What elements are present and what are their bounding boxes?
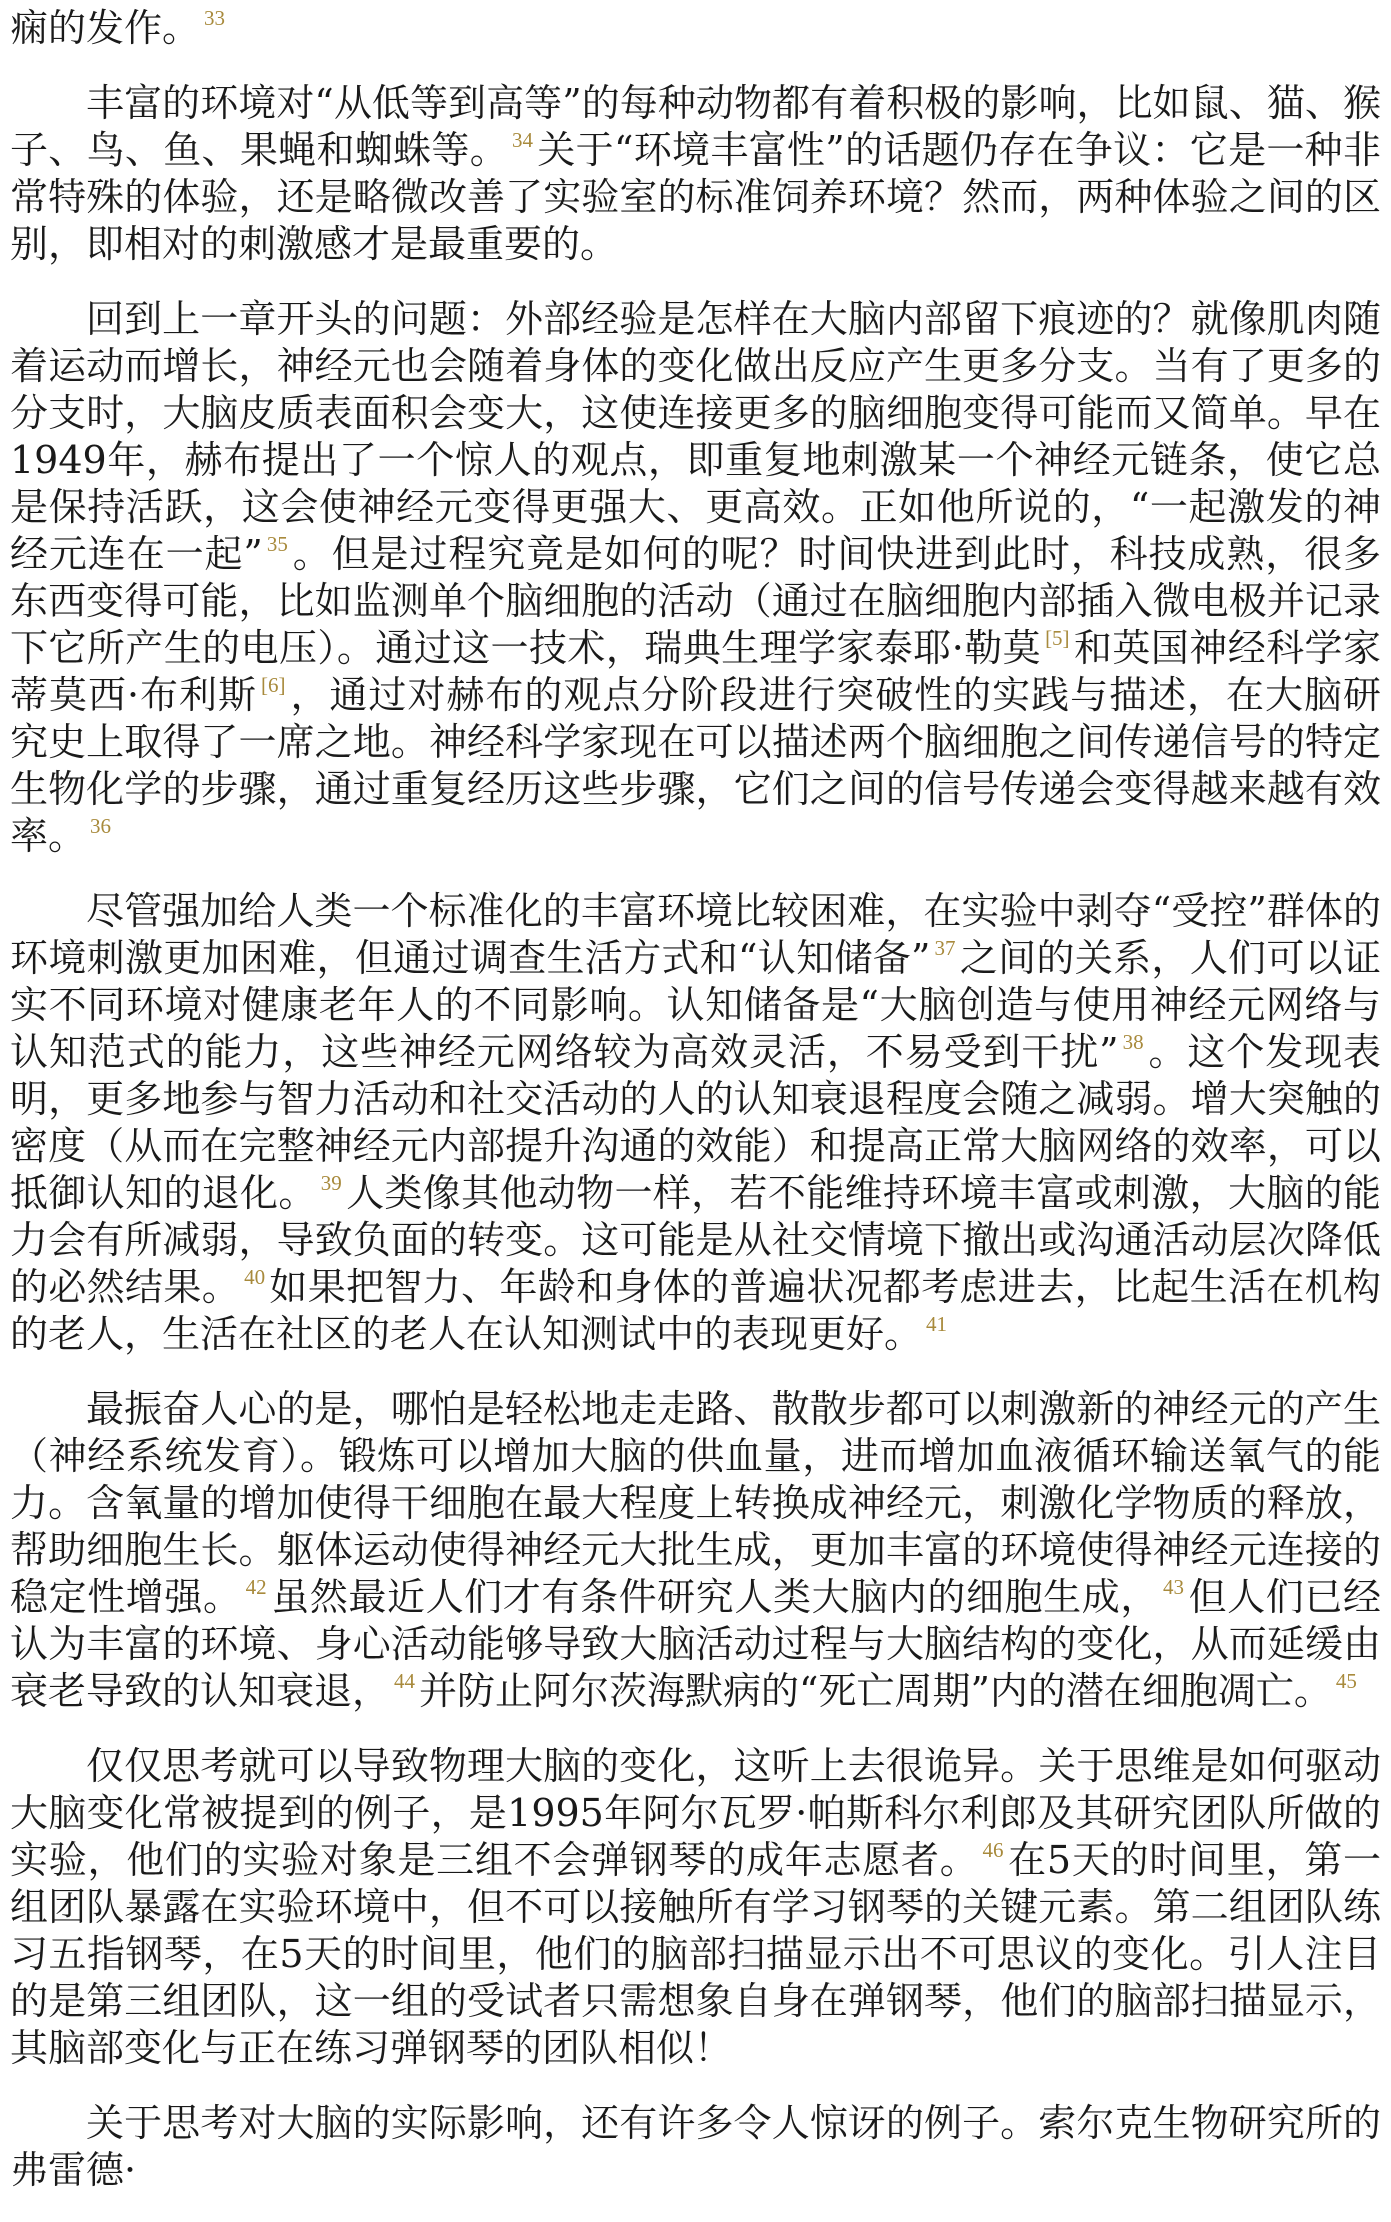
paragraph-text: 但人们已经认为丰富的环境、身心活动能够导致大脑活动过程与大脑结构的变化，从而延缓由衰老导致的认知衰退，: [10, 1575, 1381, 1713]
paragraph-text: 最振奋人心的是，哪怕是轻松地走走路、散散步都可以刺激新的神经元的产生（神经系统发育）。锻炼可以增加大脑的供血量，进而增加血液循环输送氧气的能力。含氧量的增加使得干细胞在最大程度上转换成神经元，刺激化学物质的释放，帮助细胞生长。躯体运动使得神经元大批生成，更加丰富的环境使得神经元连接的稳定性增强。: [10, 1387, 1381, 1619]
footnote-marker[interactable]: 40: [244, 1265, 266, 1289]
paragraph: [10, 888, 1381, 1358]
footnote-marker[interactable]: 43: [1162, 1575, 1184, 1599]
footnote-marker[interactable]: 45: [1335, 1669, 1357, 1693]
paragraph-text: 痫的发作。: [10, 6, 201, 50]
paragraph-text: 之间的关系，人们可以证实不同环境对健康老年人的不同影响。认知储备是“大脑创造与使用神经元网络与认知范式的能力，这些神经元网络较为高效灵活，不易受到干扰”: [10, 936, 1381, 1074]
paragraph-text: 。但是过程究竟是如何的呢？时间快进到此时，科技成熟，很多东西变得可能，比如监测单个脑细胞的活动（通过在脑细胞内部插入微电极并记录下它所产生的电压）。通过这一技术，瑞典生理学家泰耶·勒莫: [10, 532, 1381, 670]
paragraph-text: 如果把智力、年龄和身体的普遍状况都考虑进去，比起生活在机构的老人，生活在社区的老人在认知测试中的表现更好。: [10, 1265, 1381, 1356]
paragraph: [10, 1386, 1381, 1715]
paragraph-text: 关于思考对大脑的实际影响，还有许多令人惊讶的例子。索尔克生物研究所的弗雷德·: [10, 2101, 1381, 2192]
paragraph-text: 人类像其他动物一样，若不能维持环境丰富或刺激，大脑的能力会有所减弱，导致负面的转变。这可能是从社交情境下撤出或沟通活动层次降低的必然结果。: [10, 1171, 1381, 1309]
paragraph-text: 在5天的时间里，第一组团队暴露在实验环境中，但不可以接触所有学习钢琴的关键元素。第二组团队练习五指钢琴，在5天的时间里，他们的脑部扫描显示出不可思议的变化。引人注目的是第三组团队，这一组的受试者只需想象自身在弹钢琴，他们的脑部扫描显示，其脑部变化与正在练习弹钢琴的团队相似！: [10, 1838, 1381, 2070]
footnote-marker[interactable]: 33: [204, 6, 226, 30]
footnote-marker[interactable]: 38: [1122, 1030, 1144, 1054]
paragraph-text: 丰富的环境对“从低等到高等”的每种动物都有着积极的影响，比如鼠、猫、猴子、鸟、鱼、果蝇和蜘蛛等。: [10, 81, 1381, 172]
paragraph: [10, 1743, 1381, 2072]
footnote-marker[interactable]: 41: [926, 1312, 948, 1336]
paragraph: [10, 296, 1381, 860]
paragraph-text: 并防止阿尔茨海默病的“死亡周期”内的潜在细胞凋亡。: [419, 1669, 1332, 1713]
footnote-marker[interactable]: [6]: [260, 673, 286, 697]
footnote-marker[interactable]: 46: [982, 1838, 1004, 1862]
paragraph-text: 仅仅思考就可以导致物理大脑的变化，这听上去很诡异。关于思维是如何驱动大脑变化常被提到的例子，是1995年阿尔瓦罗·帕斯科尔利郎及其研究团队所做的实验，他们的实验对象是三组不会弹钢琴的成年志愿者。: [10, 1744, 1381, 1882]
paragraph-text: 和英国神经科学家蒂莫西·布利斯: [10, 626, 1381, 717]
footnote-marker[interactable]: 44: [394, 1669, 416, 1693]
paragraph-text: 尽管强加给人类一个标准化的丰富环境比较困难，在实验中剥夺“受控”群体的环境刺激更加困难，但通过调查生活方式和“认知储备”: [10, 889, 1381, 980]
paragraph: [10, 2100, 1381, 2194]
book-page: [10, 5, 1381, 2222]
paragraph-text: 回到上一章开头的问题：外部经验是怎样在大脑内部留下痕迹的？就像肌肉随着运动而增长，神经元也会随着身体的变化做出反应产生更多分支。当有了更多的分支时，大脑皮质表面积会变大，这使连接更多的脑细胞变得可能而又简单。早在1949年，赫布提出了一个惊人的观点，即重复地刺激某一个神经元链条，使它总是保持活跃，这会使神经元变得更强大、更高效。正如他所说的，“一起激发的神经元连在一起”: [10, 297, 1381, 576]
paragraph-text: 虽然最近人们才有条件研究人类大脑内的细胞生成，: [270, 1575, 1159, 1619]
footnote-marker[interactable]: [5]: [1045, 626, 1070, 650]
footnote-marker[interactable]: 39: [320, 1171, 342, 1195]
paragraph-text: ，通过对赫布的观点分阶段进行突破性的实践与描述，在大脑研究史上取得了一席之地。神经科学家现在可以描述两个脑细胞之间传递信号的特定生物化学的步骤，通过重复经历这些步骤，它们之间的信号传递会变得越来越有效率。: [10, 673, 1381, 858]
footnote-marker[interactable]: 37: [934, 936, 956, 960]
footnote-marker[interactable]: 36: [90, 814, 112, 838]
paragraph: [10, 5, 1381, 52]
paragraph: [10, 80, 1381, 268]
paragraph-text: 。这个发现表明，更多地参与智力活动和社交活动的人的认知衰退程度会随之减弱。增大突触的密度（从而在完整神经元内部提升沟通的效能）和提高正常大脑网络的效率，可以抵御认知的退化。: [10, 1030, 1381, 1215]
paragraph-text: 关于“环境丰富性”的话题仍存在争议：它是一种非常特殊的体验，还是略微改善了实验室的标准饲养环境？然而，两种体验之间的区别，即相对的刺激感才是最重要的。: [10, 128, 1381, 266]
footnote-marker[interactable]: 34: [512, 128, 534, 152]
footnote-marker[interactable]: 42: [245, 1575, 267, 1599]
footnote-marker[interactable]: 35: [266, 532, 288, 556]
